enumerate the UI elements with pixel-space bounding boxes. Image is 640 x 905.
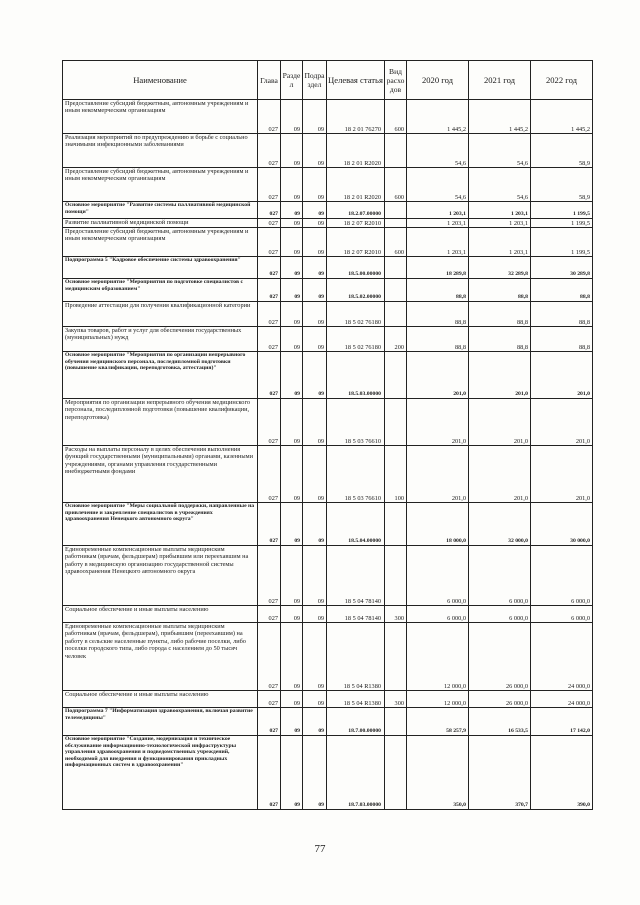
cell-2021: 54,6 <box>469 134 531 168</box>
cell-2022: 201,0 <box>531 399 593 446</box>
cell-2022: 201,0 <box>531 446 593 503</box>
cell-vr <box>385 399 407 446</box>
cell-podrazdel: 09 <box>303 202 327 219</box>
cell-podrazdel: 09 <box>303 100 327 134</box>
cell-razdel: 09 <box>281 503 303 546</box>
cell-podrazdel: 09 <box>303 257 327 279</box>
cell-2020: 6 000,0 <box>407 606 469 623</box>
cell-2021: 32 000,0 <box>469 503 531 546</box>
cell-razdel: 09 <box>281 219 303 228</box>
cell-name: Закупка товаров, работ и услуг для обеспечения государственных (муниципальных) нужд <box>63 327 258 352</box>
header-2022: 2022 год <box>531 61 593 100</box>
cell-2021: 201,0 <box>469 399 531 446</box>
cell-2020: 12 000,0 <box>407 691 469 708</box>
header-csr: Целевая статья <box>327 61 385 100</box>
cell-vr: 300 <box>385 691 407 708</box>
cell-glava: 027 <box>258 219 281 228</box>
cell-podrazdel: 09 <box>303 219 327 228</box>
cell-vr <box>385 279 407 302</box>
cell-2022: 30 289,8 <box>531 257 593 279</box>
cell-2020: 201,0 <box>407 399 469 446</box>
cell-glava: 027 <box>258 257 281 279</box>
cell-2021: 16 533,5 <box>469 708 531 736</box>
cell-vr <box>385 546 407 606</box>
cell-podrazdel: 09 <box>303 623 327 691</box>
cell-2021: 1 445,2 <box>469 100 531 134</box>
cell-2021: 32 289,8 <box>469 257 531 279</box>
cell-vr: 600 <box>385 168 407 202</box>
cell-csr: 18.2.07.00000 <box>327 202 385 219</box>
table-row <box>63 202 593 219</box>
budget-table <box>62 60 593 810</box>
cell-vr <box>385 134 407 168</box>
table-row <box>63 134 593 168</box>
cell-razdel: 09 <box>281 446 303 503</box>
cell-glava: 027 <box>258 736 281 810</box>
cell-name: Основное мероприятие "Меры социальной поддержки, направленные на привлечение и закрепление специалистов в учреждениях здравоохранения Ненецкого автономного округа" <box>63 503 258 546</box>
cell-2020: 201,0 <box>407 446 469 503</box>
cell-glava: 027 <box>258 546 281 606</box>
cell-2021: 1 203,1 <box>469 202 531 219</box>
cell-csr: 18 5 03 76610 <box>327 399 385 446</box>
cell-csr: 18.5.00.00000 <box>327 257 385 279</box>
header-podrazdel: Подраздел <box>303 61 327 100</box>
cell-2022: 390,0 <box>531 736 593 810</box>
cell-2020: 18 289,8 <box>407 257 469 279</box>
cell-2021: 6 000,0 <box>469 606 531 623</box>
cell-2022: 88,8 <box>531 302 593 327</box>
cell-csr: 18 2 01 76270 <box>327 100 385 134</box>
table-row <box>63 736 593 810</box>
cell-glava: 027 <box>258 399 281 446</box>
cell-razdel: 09 <box>281 134 303 168</box>
cell-name: Основное мероприятие "Мероприятия по подготовке специалистов с медицинским образованием" <box>63 279 258 302</box>
cell-glava: 027 <box>258 446 281 503</box>
cell-2021: 201,0 <box>469 352 531 399</box>
cell-2021: 370,7 <box>469 736 531 810</box>
cell-razdel: 09 <box>281 606 303 623</box>
table-row <box>63 446 593 503</box>
cell-2022: 88,8 <box>531 327 593 352</box>
header-2021: 2021 год <box>469 61 531 100</box>
table-row <box>63 546 593 606</box>
cell-2022: 88,8 <box>531 279 593 302</box>
table-row <box>63 219 593 228</box>
cell-name: Развитие паллиативной медицинской помощи <box>63 219 258 228</box>
cell-2022: 30 000,0 <box>531 503 593 546</box>
cell-podrazdel: 09 <box>303 736 327 810</box>
table-row <box>63 503 593 546</box>
cell-podrazdel: 09 <box>303 302 327 327</box>
cell-2021: 6 000,0 <box>469 546 531 606</box>
cell-name: Основное мероприятие "Мероприятия по организации непрерывного обучения медицинского персонала, последипломной подготовки (повышение квалификации, переподготовка, аттестация)" <box>63 352 258 399</box>
header-name: Наименование <box>63 61 258 100</box>
cell-csr: 18.7.00.00000 <box>327 708 385 736</box>
table-row <box>63 228 593 257</box>
table-row <box>63 352 593 399</box>
cell-2022: 24 000,0 <box>531 623 593 691</box>
cell-vr: 200 <box>385 327 407 352</box>
cell-podrazdel: 09 <box>303 352 327 399</box>
cell-name: Проведение аттестации для получения квалификационной категории <box>63 302 258 327</box>
cell-csr: 18.5.03.00000 <box>327 352 385 399</box>
cell-2021: 88,8 <box>469 327 531 352</box>
cell-razdel: 09 <box>281 168 303 202</box>
cell-2022: 58,9 <box>531 168 593 202</box>
cell-csr: 18 2 01 R2020 <box>327 134 385 168</box>
cell-vr <box>385 302 407 327</box>
cell-2020: 54,6 <box>407 134 469 168</box>
table-row <box>63 302 593 327</box>
cell-2022: 1 199,5 <box>531 228 593 257</box>
cell-2020: 350,0 <box>407 736 469 810</box>
cell-name: Социальное обеспечение и иные выплаты населению <box>63 691 258 708</box>
cell-vr <box>385 352 407 399</box>
cell-2020: 88,8 <box>407 327 469 352</box>
table-row <box>63 606 593 623</box>
cell-glava: 027 <box>258 623 281 691</box>
cell-csr: 18.5.02.00000 <box>327 279 385 302</box>
cell-podrazdel: 09 <box>303 691 327 708</box>
table-row <box>63 623 593 691</box>
table-body <box>63 100 593 810</box>
cell-2020: 1 445,2 <box>407 100 469 134</box>
cell-2022: 6 000,0 <box>531 546 593 606</box>
cell-razdel: 09 <box>281 399 303 446</box>
cell-vr: 600 <box>385 228 407 257</box>
cell-vr: 100 <box>385 446 407 503</box>
cell-glava: 027 <box>258 168 281 202</box>
cell-glava: 027 <box>258 228 281 257</box>
cell-2022: 24 000,0 <box>531 691 593 708</box>
cell-name: Реализация мероприятий по предупреждению и борьбе с социально значимыми инфекционными заболеваниями <box>63 134 258 168</box>
cell-2021: 1 203,1 <box>469 219 531 228</box>
cell-vr <box>385 219 407 228</box>
cell-vr: 300 <box>385 606 407 623</box>
cell-razdel: 09 <box>281 623 303 691</box>
cell-csr: 18 5 03 76610 <box>327 446 385 503</box>
cell-name: Расходы на выплаты персоналу в целях обеспечения выполнения функций государственными (муниципальными) органами, казенными учреждениями, органами управления государственными внебюджетными фондами <box>63 446 258 503</box>
cell-2022: 1 445,2 <box>531 100 593 134</box>
cell-vr: 600 <box>385 100 407 134</box>
cell-2020: 54,6 <box>407 168 469 202</box>
cell-2021: 26 000,0 <box>469 623 531 691</box>
cell-2022: 17 142,0 <box>531 708 593 736</box>
cell-glava: 027 <box>258 327 281 352</box>
cell-glava: 027 <box>258 302 281 327</box>
cell-2021: 1 203,1 <box>469 228 531 257</box>
cell-2021: 88,8 <box>469 279 531 302</box>
cell-glava: 027 <box>258 134 281 168</box>
table-row <box>63 691 593 708</box>
cell-name: Единовременные компенсационные выплаты медицинским работникам (врачам, фельдшерам), прибывшим (переехавшим) на работу в сельские населенные пункты, либо рабочие поселки, либо поселки городского типа, либо города с населением до 50 тысяч человек <box>63 623 258 691</box>
cell-glava: 027 <box>258 708 281 736</box>
cell-csr: 18.7.03.00000 <box>327 736 385 810</box>
table-row <box>63 327 593 352</box>
cell-2021: 201,0 <box>469 446 531 503</box>
page-number: 77 <box>314 843 326 855</box>
cell-razdel: 09 <box>281 327 303 352</box>
cell-vr <box>385 202 407 219</box>
table-row <box>63 708 593 736</box>
budget-table-page <box>62 60 592 810</box>
cell-glava: 027 <box>258 352 281 399</box>
cell-podrazdel: 09 <box>303 446 327 503</box>
cell-name: Основное мероприятие "Развитие системы паллиативной медицинской помощи" <box>63 202 258 219</box>
cell-glava: 027 <box>258 100 281 134</box>
cell-razdel: 09 <box>281 352 303 399</box>
cell-name: Предоставление субсидий бюджетным, автономным учреждениям и иным некоммерческим организациям <box>63 100 258 134</box>
table-row <box>63 168 593 202</box>
cell-razdel: 09 <box>281 708 303 736</box>
cell-2020: 1 203,1 <box>407 202 469 219</box>
cell-razdel: 09 <box>281 279 303 302</box>
cell-glava: 027 <box>258 691 281 708</box>
cell-name: Предоставление субсидий бюджетным, автономным учреждениям и иным некоммерческим организациям <box>63 228 258 257</box>
header-razdel: Раздел <box>281 61 303 100</box>
cell-2022: 1 199,5 <box>531 219 593 228</box>
cell-podrazdel: 09 <box>303 168 327 202</box>
cell-2022: 58,9 <box>531 134 593 168</box>
cell-vr <box>385 708 407 736</box>
cell-podrazdel: 09 <box>303 327 327 352</box>
cell-2020: 12 000,0 <box>407 623 469 691</box>
cell-csr: 18 5 04 78140 <box>327 606 385 623</box>
table-header-row <box>63 61 593 100</box>
cell-2021: 88,8 <box>469 302 531 327</box>
cell-2021: 54,6 <box>469 168 531 202</box>
cell-vr <box>385 503 407 546</box>
cell-name: Подпрограмма 5 "Кадровое обеспечение системы здравоохранения" <box>63 257 258 279</box>
cell-glava: 027 <box>258 279 281 302</box>
cell-razdel: 09 <box>281 100 303 134</box>
cell-razdel: 09 <box>281 228 303 257</box>
cell-razdel: 09 <box>281 202 303 219</box>
cell-2022: 6 000,0 <box>531 606 593 623</box>
cell-2020: 6 000,0 <box>407 546 469 606</box>
cell-podrazdel: 09 <box>303 546 327 606</box>
cell-csr: 18 5 02 76180 <box>327 302 385 327</box>
cell-2020: 88,8 <box>407 279 469 302</box>
cell-razdel: 09 <box>281 302 303 327</box>
cell-2022: 1 199,5 <box>531 202 593 219</box>
cell-csr: 18 5 04 R1380 <box>327 623 385 691</box>
cell-razdel: 09 <box>281 546 303 606</box>
cell-csr: 18 5 04 78140 <box>327 546 385 606</box>
cell-2020: 58 257,9 <box>407 708 469 736</box>
table-row <box>63 279 593 302</box>
cell-podrazdel: 09 <box>303 503 327 546</box>
cell-2020: 1 203,1 <box>407 219 469 228</box>
cell-2020: 18 000,0 <box>407 503 469 546</box>
cell-2021: 26 000,0 <box>469 691 531 708</box>
cell-podrazdel: 09 <box>303 228 327 257</box>
cell-csr: 18 2 07 R2010 <box>327 228 385 257</box>
cell-name: Подпрограмма 7 "Информатизация здравоохранения, включая развитие телемедицины" <box>63 708 258 736</box>
cell-glava: 027 <box>258 606 281 623</box>
cell-razdel: 09 <box>281 257 303 279</box>
cell-glava: 027 <box>258 503 281 546</box>
cell-2020: 201,0 <box>407 352 469 399</box>
cell-razdel: 09 <box>281 736 303 810</box>
cell-podrazdel: 09 <box>303 279 327 302</box>
cell-csr: 18 2 01 R2020 <box>327 168 385 202</box>
table-row <box>63 257 593 279</box>
cell-vr <box>385 623 407 691</box>
cell-vr <box>385 257 407 279</box>
cell-name: Мероприятия по организации непрерывного обучения медицинского персонала, последипломной подготовки (повышение квалификации, переподготовка) <box>63 399 258 446</box>
header-glava: Глава <box>258 61 281 100</box>
header-vr: Вид расходов <box>385 61 407 100</box>
cell-name: Основное мероприятие "Создание, модернизация и техническое обслуживание информационно-технологической инфраструктуры управления здравоохранения и подведомственных учреждений, необходимой для внедрения и функционирования прикладных информационных систем в здравоохранении" <box>63 736 258 810</box>
cell-csr: 18.5.04.00000 <box>327 503 385 546</box>
cell-podrazdel: 09 <box>303 134 327 168</box>
table-row <box>63 100 593 134</box>
cell-csr: 18 5 02 76180 <box>327 327 385 352</box>
cell-name: Предоставление субсидий бюджетным, автономным учреждениям и иным некоммерческим организациям <box>63 168 258 202</box>
cell-glava: 027 <box>258 202 281 219</box>
table-row <box>63 399 593 446</box>
cell-razdel: 09 <box>281 691 303 708</box>
cell-csr: 18 5 04 R1380 <box>327 691 385 708</box>
cell-podrazdel: 09 <box>303 399 327 446</box>
cell-2020: 1 203,1 <box>407 228 469 257</box>
header-2020: 2020 год <box>407 61 469 100</box>
cell-name: Социальное обеспечение и иные выплаты населению <box>63 606 258 623</box>
cell-podrazdel: 09 <box>303 708 327 736</box>
cell-vr <box>385 736 407 810</box>
cell-csr: 18 2 07 R2010 <box>327 219 385 228</box>
cell-name: Единовременные компенсационные выплаты медицинским работникам (врачам, фельдшерам) прибывшим или переехавшим на работу в медицинскую организацию государственной системы здравоохранения Ненецкого автономного округа <box>63 546 258 606</box>
cell-podrazdel: 09 <box>303 606 327 623</box>
cell-2020: 88,8 <box>407 302 469 327</box>
cell-2022: 201,0 <box>531 352 593 399</box>
